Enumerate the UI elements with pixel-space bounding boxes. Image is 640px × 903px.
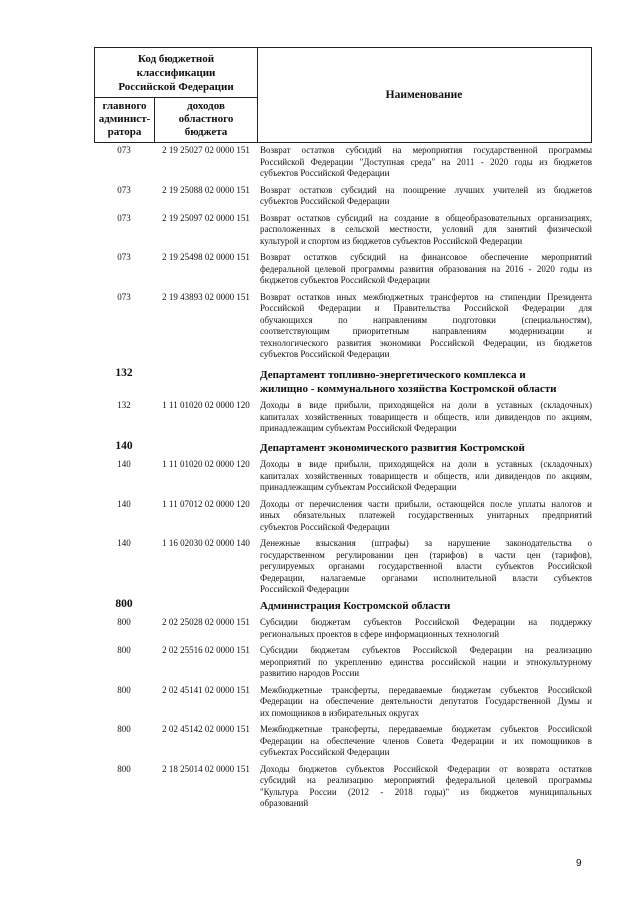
admin-code: 132: [117, 400, 131, 410]
description-line: образований: [260, 798, 309, 808]
admin-code: 800: [117, 763, 131, 774]
header-income-line: бюджета: [184, 126, 228, 138]
admin-code: 073: [117, 184, 131, 195]
income-code: 1 11 01020 02 0000 120: [162, 459, 250, 469]
description-line: капиталах хозяйственных товариществ и обществ, или дивидендов по акциям,: [260, 411, 592, 422]
description-line: технологического развития экономики Российской Федерации, из бюджетов: [260, 337, 592, 348]
income-code: 2 18 25014 02 0000 151: [162, 763, 250, 774]
description-line: Возврат остатков иных межбюджетных трансфертов на стипендии Президента: [260, 291, 592, 302]
header-admin-line: админист-: [98, 113, 151, 125]
description-line: Российской Федерации: [260, 584, 350, 594]
row-description: [260, 538, 592, 596]
description-line: принадлежащим субъектам Российской Федерации: [260, 482, 457, 492]
income-code: 2 19 25027 02 0000 151: [162, 145, 250, 155]
header-admin-line: главного: [102, 100, 147, 112]
department-code: 140: [115, 440, 133, 452]
description-line: Российской Федерации и Правительства Российской Федерации для: [260, 303, 592, 313]
department-title-line: Администрация Костромской области: [260, 600, 451, 612]
admin-code: 140: [117, 459, 131, 469]
department-title: [260, 599, 592, 613]
row-description: [260, 764, 592, 810]
department-title-line: Департамент экономического развития Костромской: [260, 442, 525, 454]
income-code: 1 11 01020 02 0000 120: [162, 400, 250, 410]
row-description: [260, 145, 592, 180]
income-code: 1 11 07012 02 0000 120: [162, 498, 250, 509]
description-line: субъектов Российской Федерации: [260, 196, 390, 206]
admin-code: 073: [117, 212, 131, 223]
admin-code: 073: [117, 291, 131, 302]
description-line: субъектов Российской Федерации: [260, 168, 390, 178]
description-line: Федерации на обеспечение членов Совета Федерации и их помощников в: [260, 735, 592, 746]
department-title-line: жилищно - коммунального хозяйства Костромской области: [260, 383, 557, 395]
description-line: Возврат остатков субсидий на создание в общеобразовательных организациях,: [260, 212, 592, 223]
income-code: 1 16 02030 02 0000 140: [162, 538, 250, 548]
admin-code: 800: [117, 724, 131, 734]
description-line: субъектов Российской Федерации: [260, 349, 390, 359]
header-admin-line: ратора: [107, 126, 142, 138]
department-title-line: Департамент топливно-энергетического комплекса и: [260, 369, 526, 381]
income-code: 2 02 25028 02 0000 151: [162, 617, 250, 627]
description-line: Доходы от перечисления части прибыли, остающейся после уплаты налогов и: [260, 498, 592, 509]
header-income-line: областного: [178, 113, 234, 125]
income-code: 2 19 25088 02 0000 151: [162, 184, 250, 195]
description-line: Возврат остатков субсидий на поощрение лучших учителей из бюджетов: [260, 184, 592, 195]
description-line: принадлежащим субъектам Российской Федерации: [260, 423, 457, 433]
row-description: [260, 185, 592, 208]
admin-code: 140: [117, 498, 131, 509]
row-description: [260, 213, 592, 248]
header-income-column: [155, 98, 257, 142]
description-line: капиталах хозяйственных товариществ и обществ, или дивидендов по акциям,: [260, 470, 592, 481]
description-line: Доходы в виде прибыли, приходящейся на доли в уставных (складочных): [260, 459, 592, 469]
description-line: Доходы в виде прибыли, приходящейся на доли в уставных (складочных): [260, 400, 592, 410]
description-line: бюджетов субъектов Российской Федерации: [260, 275, 430, 285]
admin-code: 800: [117, 617, 131, 627]
description-line: Возврат остатков субсидий на финансовое обеспечение мероприятий: [260, 252, 592, 262]
income-code: 2 19 25498 02 0000 151: [162, 252, 250, 262]
income-code: 2 19 25097 02 0000 151: [162, 212, 250, 223]
admin-code: 073: [117, 252, 131, 262]
description-line: Федерации, налагаемые органами исполнительной власти субъектов: [260, 572, 592, 583]
income-code: 2 02 45141 02 0000 151: [162, 684, 250, 695]
row-description: [260, 252, 592, 287]
admin-code: 800: [117, 645, 131, 655]
description-line: Доходы бюджетов субъектов Российской Федерации от возврата остатков: [260, 763, 592, 774]
description-line: Субсидии бюджетам субъектов Российской Федерации на поддержку: [260, 617, 592, 627]
row-description: [260, 685, 592, 720]
description-line: "Культура России (2012 - 2018 годы)" из бюджетов муниципальных: [260, 786, 592, 797]
description-line: Федерации на обеспечение деятельности депутатов Государственной Думы и: [260, 696, 592, 706]
header-code-block: [95, 48, 258, 142]
description-line: мероприятий по укреплению единства российской нации и этнокультурному: [260, 656, 592, 667]
department-code: 132: [115, 367, 133, 379]
description-line: субъектов Российской Федерации: [260, 521, 390, 532]
description-line: расположенных в сельской местности, условий для занятий физической: [260, 224, 592, 234]
description-line: Денежные взыскания (штрафы) за нарушение законодательства о: [260, 538, 592, 548]
page-number: 9: [576, 858, 582, 869]
header-name-column: Наименование: [385, 89, 463, 101]
row-description: [260, 724, 592, 759]
description-line: Межбюджетные трансферты, передаваемые бюджетам субъектов Российской: [260, 684, 592, 695]
department-code: 800: [115, 598, 133, 610]
description-line: их помощников в избирательных округах: [260, 707, 419, 718]
description-line: Возврат остатков субсидий на мероприятия государственной программы: [260, 145, 592, 155]
admin-code: 140: [117, 538, 131, 548]
description-line: субъектах Российской Федерации: [260, 747, 390, 757]
description-line: обучающихся по направлениям подготовки (специальностям),: [260, 314, 592, 325]
description-line: Субсидии бюджетам субъектов Российской Федерации на реализацию: [260, 645, 592, 655]
department-title: [260, 368, 592, 396]
row-description: [260, 459, 592, 494]
admin-code: 073: [117, 145, 131, 155]
row-description: [260, 645, 592, 680]
income-code: 2 02 25516 02 0000 151: [162, 645, 250, 655]
description-line: субсидий на реализацию мероприятий федеральной целевой программы: [260, 775, 592, 785]
description-line: региональных проектов в сфере информационных технологий: [260, 628, 500, 639]
row-description: [260, 617, 592, 640]
description-line: соответствующим приоритетным направлениям модернизации и: [260, 326, 592, 336]
table-header: [94, 47, 592, 143]
header-code-title: [95, 48, 257, 98]
row-description: [260, 292, 592, 361]
department-title: [260, 441, 592, 455]
description-line: регулируемых органами государственной власти субъектов Российской: [260, 561, 592, 571]
description-line: культурой и спортом из бюджетов субъектов Российской Федерации: [260, 235, 523, 246]
description-line: Межбюджетные трансферты, передаваемые бюджетам субъектов Российской: [260, 724, 592, 734]
admin-code: 800: [117, 684, 131, 695]
row-description: [260, 400, 592, 435]
header-code-title-line: классификации: [136, 67, 216, 79]
header-income-line: доходов: [187, 100, 225, 112]
description-line: развитию народов России: [260, 668, 360, 678]
income-code: 2 19 43893 02 0000 151: [162, 291, 250, 302]
header-code-title-line: Код бюджетной: [137, 53, 215, 65]
description-line: иных обязательных платежей государственных унитарных предприятий: [260, 510, 592, 520]
row-description: [260, 499, 592, 534]
description-line: Российской Федерации "Доступная среда" на 2011 - 2020 годы из бюджетов: [260, 156, 592, 167]
description-line: федеральной целевой программы развития образования на 2016 - 2020 годы из: [260, 263, 592, 274]
description-line: государственном регулировании цен (тарифов) в части цен (тарифов),: [260, 549, 592, 560]
header-code-title-line: Российской Федерации: [118, 81, 234, 93]
income-code: 2 02 45142 02 0000 151: [162, 724, 250, 734]
header-admin-column: [95, 98, 155, 142]
